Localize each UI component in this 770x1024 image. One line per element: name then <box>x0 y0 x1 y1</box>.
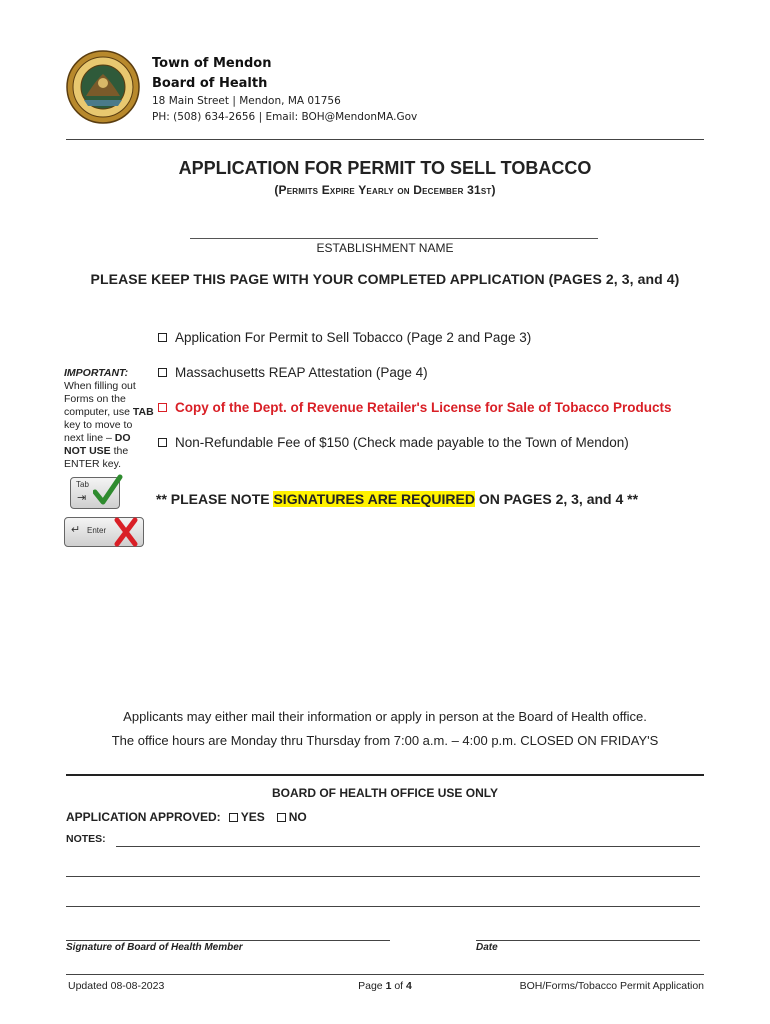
establishment-name-field[interactable] <box>190 238 598 239</box>
town-seal-logo <box>66 50 140 124</box>
keep-page-notice: PLEASE KEEP THIS PAGE WITH YOUR COMPLETED APPLICATION (PAGES 2, 3, and 4) <box>90 271 680 287</box>
signature-label: Signature of Board of Health Member <box>66 942 243 953</box>
establishment-name-label: ESTABLISHMENT NAME <box>316 241 454 255</box>
checklist-item-license-copy[interactable] <box>158 400 672 415</box>
checkmark-icon <box>93 474 123 508</box>
tab-key-illustration: Tab ⇥ <box>70 477 120 509</box>
no-checkbox[interactable] <box>277 813 286 822</box>
mail-instructions: Applicants may either mail their information or apply in person at the Board of Health office. <box>123 709 647 724</box>
yes-checkbox[interactable] <box>229 813 238 822</box>
notes-label: NOTES: <box>66 833 106 845</box>
checkbox[interactable] <box>158 438 167 447</box>
updated-date: Updated 08-08-2023 <box>68 980 165 992</box>
contact-info: PH: (508) 634-2656 | Email: BOH@MendonMA.Gov <box>152 111 418 123</box>
board-name: Board of Health <box>152 76 268 91</box>
enter-arrow-icon: ↵ <box>71 524 81 536</box>
checklist-label: Copy of the Dept. of Revenue Retailer's License for Sale of Tobacco Products <box>175 400 672 415</box>
date-line[interactable] <box>476 940 700 941</box>
page-subtitle: (Permits Expire Yearly on December 31st) <box>274 183 496 197</box>
enter-key-illustration: ↵ Enter <box>64 517 144 547</box>
highlighted-text: SIGNATURES ARE REQUIRED <box>273 491 475 507</box>
signature-line[interactable] <box>66 940 390 941</box>
date-label: Date <box>476 942 498 953</box>
important-heading: IMPORTANT: <box>64 367 129 379</box>
footer-divider <box>66 974 704 975</box>
application-approved-row: APPLICATION APPROVED: YES NO <box>66 810 307 824</box>
notes-line-2[interactable] <box>66 876 700 877</box>
checkbox[interactable] <box>158 368 167 377</box>
checkbox[interactable] <box>158 333 167 342</box>
office-hours: The office hours are Monday thru Thursday from 7:00 a.m. – 4:00 p.m. CLOSED ON FRIDAY'S <box>111 733 659 748</box>
notes-line-1[interactable] <box>116 846 700 847</box>
page-title: APPLICATION FOR PERMIT TO SELL TOBACCO <box>178 158 592 178</box>
town-name: Town of Mendon <box>152 56 272 71</box>
signature-required-note: ** PLEASE NOTE SIGNATURES ARE REQUIRED ON PAGES 2, 3, and 4 ** <box>156 491 639 507</box>
checklist-item-fee[interactable] <box>158 435 629 450</box>
important-note: IMPORTANT: When filling out Forms on the computer, use TAB key to move to next line – DO NOT USE the ENTER key. <box>64 367 154 470</box>
checklist-label: Non-Refundable Fee of $150 (Check made payable to the Town of Mendon) <box>175 435 629 450</box>
form-path: BOH/Forms/Tobacco Permit Application <box>519 980 704 992</box>
checklist-item-reap[interactable] <box>158 365 428 380</box>
checkbox[interactable] <box>158 403 167 412</box>
checklist-label: Application For Permit to Sell Tobacco (Page 2 and Page 3) <box>175 330 532 345</box>
office-use-divider <box>66 774 704 776</box>
office-use-heading: BOARD OF HEALTH OFFICE USE ONLY <box>271 786 498 800</box>
checklist-item-application[interactable] <box>158 330 531 345</box>
checklist-label: Massachusetts REAP Attestation (Page 4) <box>175 365 428 380</box>
x-mark-icon <box>113 516 139 548</box>
header-divider <box>66 139 704 140</box>
tab-arrow-icon: ⇥ <box>77 492 87 504</box>
notes-line-3[interactable] <box>66 906 700 907</box>
page-number: Page 1 of 4 <box>358 980 412 992</box>
address: 18 Main Street | Mendon, MA 01756 <box>152 95 341 107</box>
